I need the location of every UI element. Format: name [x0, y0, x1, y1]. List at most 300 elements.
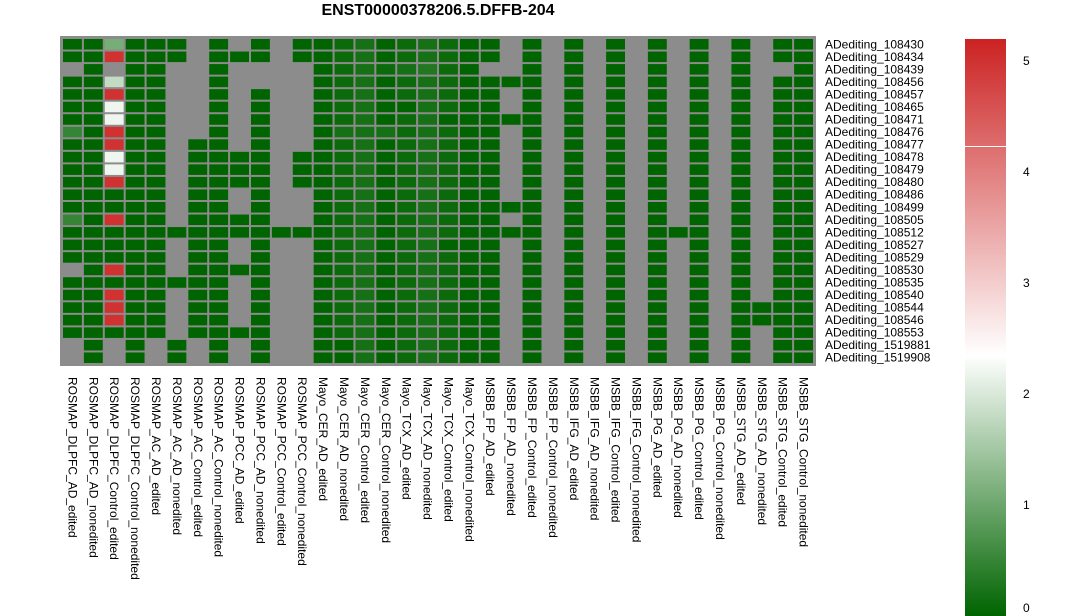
heatmap-cell [523, 315, 542, 326]
heatmap-cell [711, 227, 730, 238]
heatmap-cell [481, 240, 500, 251]
heatmap-cell [376, 277, 395, 288]
heatmap-cell [543, 127, 562, 138]
heatmap-cell [355, 252, 374, 263]
heatmap-cell [147, 39, 166, 50]
heatmap-cell [293, 189, 312, 200]
heatmap-cell [439, 277, 458, 288]
heatmap-cell [648, 302, 667, 313]
heatmap-cell [606, 139, 625, 150]
heatmap-cell [63, 77, 82, 88]
heatmap-cell [773, 315, 792, 326]
heatmap-cell [251, 327, 270, 338]
heatmap-cell [627, 315, 646, 326]
heatmap-cell [564, 240, 583, 251]
heatmap-cell [376, 227, 395, 238]
heatmap-cell [627, 277, 646, 288]
heatmap-cell [606, 177, 625, 188]
heatmap-cell [585, 114, 604, 125]
heatmap-cell [606, 265, 625, 276]
column-labels [65, 377, 810, 580]
heatmap-cell [167, 114, 186, 125]
heatmap-cell [63, 177, 82, 188]
heatmap-cell [272, 39, 291, 50]
heatmap-cell [63, 39, 82, 50]
heatmap-cell [773, 189, 792, 200]
heatmap-cell [251, 52, 270, 63]
heatmap-cell [230, 290, 249, 301]
heatmap-cell [105, 302, 124, 313]
heatmap-cell [335, 52, 354, 63]
heatmap-cell [752, 277, 771, 288]
heatmap-cell [690, 64, 709, 75]
heatmap-cell [585, 227, 604, 238]
heatmap-cell [439, 315, 458, 326]
heatmap-cell [209, 277, 228, 288]
heatmap-cell [355, 89, 374, 100]
heatmap-cell [773, 64, 792, 75]
heatmap-cell [794, 177, 813, 188]
colorbar-tick-label: 0 [1023, 601, 1030, 615]
heatmap-cell [335, 164, 354, 175]
column-label: ROSMAP_PCC_Control_edited [274, 377, 289, 546]
heatmap-cell [731, 227, 750, 238]
heatmap-cell [439, 302, 458, 313]
row-label: ADediting_108527 [825, 237, 924, 252]
heatmap-cell [355, 352, 374, 363]
heatmap-cell [188, 302, 207, 313]
heatmap-cell [523, 277, 542, 288]
heatmap-cell [188, 277, 207, 288]
heatmap-cell [355, 215, 374, 226]
heatmap-cell [564, 327, 583, 338]
heatmap-cell [147, 52, 166, 63]
heatmap-cell [794, 327, 813, 338]
heatmap-cell [439, 265, 458, 276]
heatmap-cell [669, 164, 688, 175]
row-label: ADediting_108465 [825, 99, 924, 114]
column-label: Mayo_CER_Control_edited [357, 377, 372, 524]
heatmap-cell [773, 89, 792, 100]
heatmap-cell [355, 227, 374, 238]
column-label: ROSMAP_PCC_AD_edited [232, 377, 247, 524]
heatmap-cell [543, 302, 562, 313]
heatmap-cell [84, 152, 103, 163]
heatmap-cell [731, 164, 750, 175]
heatmap-cell [209, 89, 228, 100]
heatmap-cell [711, 39, 730, 50]
heatmap-cell [794, 215, 813, 226]
column-label: ROSMAP_PCC_AD_nonedited [253, 377, 268, 544]
heatmap-cell [167, 252, 186, 263]
heatmap-cell [63, 114, 82, 125]
column-label: MSBB_IFG_AD_edited [566, 377, 581, 501]
heatmap-cell [690, 340, 709, 351]
heatmap-cell [147, 290, 166, 301]
heatmap-cell [690, 139, 709, 150]
heatmap-cell [230, 52, 249, 63]
heatmap-cell [376, 177, 395, 188]
heatmap-cell [314, 64, 333, 75]
heatmap-cell [188, 177, 207, 188]
heatmap-cell [251, 64, 270, 75]
heatmap-cell [543, 277, 562, 288]
heatmap-cell [230, 127, 249, 138]
heatmap-cell [752, 52, 771, 63]
heatmap-cell [627, 240, 646, 251]
heatmap-cell [397, 127, 416, 138]
heatmap-cell [669, 39, 688, 50]
heatmap-cell [126, 139, 145, 150]
heatmap-cell [188, 152, 207, 163]
heatmap-cell [690, 39, 709, 50]
heatmap-cell [314, 127, 333, 138]
heatmap-cell [167, 340, 186, 351]
heatmap-cell [543, 77, 562, 88]
heatmap-cell [167, 277, 186, 288]
column-label: MSBB_STG_Control_edited [775, 377, 790, 528]
heatmap-cell [63, 240, 82, 251]
heatmap-cell [439, 202, 458, 213]
heatmap-cell [335, 340, 354, 351]
heatmap-cell [293, 127, 312, 138]
heatmap-cell [335, 139, 354, 150]
heatmap-cell [105, 327, 124, 338]
heatmap-cell [543, 227, 562, 238]
heatmap-cell [188, 89, 207, 100]
row-label: ADediting_108439 [825, 62, 924, 77]
heatmap-cell [711, 114, 730, 125]
heatmap-cell [564, 302, 583, 313]
heatmap-cell [209, 327, 228, 338]
heatmap-cell [794, 265, 813, 276]
heatmap-cell [293, 152, 312, 163]
heatmap-cell [272, 240, 291, 251]
heatmap-cell [188, 340, 207, 351]
heatmap-cell [230, 315, 249, 326]
heatmap-cell [355, 277, 374, 288]
heatmap-cell [63, 202, 82, 213]
column-label: MSBB_PG_Control_edited [692, 377, 707, 520]
chart-title: ENST00000378206.5.DFFB-204 [321, 2, 555, 19]
heatmap-cell [418, 340, 437, 351]
heatmap-cell [502, 215, 521, 226]
heatmap-cell [335, 39, 354, 50]
heatmap-cell [564, 127, 583, 138]
heatmap-cell [126, 177, 145, 188]
heatmap-cell [523, 77, 542, 88]
heatmap-cell [397, 302, 416, 313]
heatmap-cell [230, 277, 249, 288]
heatmap-cell [84, 215, 103, 226]
heatmap-cell [105, 152, 124, 163]
heatmap-cell [105, 139, 124, 150]
heatmap-cell [502, 77, 521, 88]
heatmap-cell [147, 215, 166, 226]
column-label: ROSMAP_DLPFC_Control_edited [107, 377, 122, 560]
heatmap-cell [523, 340, 542, 351]
heatmap-cell [126, 89, 145, 100]
heatmap-cell [397, 202, 416, 213]
heatmap-cell [167, 315, 186, 326]
heatmap-cell [418, 77, 437, 88]
heatmap-cell [711, 277, 730, 288]
heatmap-cell [648, 114, 667, 125]
heatmap-cell [293, 77, 312, 88]
heatmap-cell [627, 89, 646, 100]
heatmap-cell [355, 52, 374, 63]
heatmap-cell [794, 127, 813, 138]
heatmap-cell [355, 290, 374, 301]
row-label: ADediting_108476 [825, 125, 924, 140]
heatmap-cell [711, 302, 730, 313]
heatmap-cell [481, 127, 500, 138]
heatmap-cell [126, 102, 145, 113]
heatmap-cell [188, 202, 207, 213]
heatmap-cell [585, 139, 604, 150]
heatmap-cell [105, 102, 124, 113]
row-label: ADediting_108540 [825, 288, 924, 303]
heatmap-cell [752, 102, 771, 113]
heatmap-cell [543, 114, 562, 125]
heatmap-cell [314, 77, 333, 88]
heatmap-cell [418, 152, 437, 163]
heatmap-cell [752, 265, 771, 276]
heatmap-cell [376, 52, 395, 63]
heatmap-cell [293, 340, 312, 351]
heatmap-cell [126, 189, 145, 200]
heatmap-cell [209, 102, 228, 113]
heatmap-cell [481, 77, 500, 88]
heatmap-cell [731, 327, 750, 338]
heatmap-cell [648, 39, 667, 50]
row-label: ADediting_108544 [825, 300, 924, 315]
heatmap-cell [335, 315, 354, 326]
heatmap-cell [523, 327, 542, 338]
heatmap-cell [147, 340, 166, 351]
heatmap-cell [209, 139, 228, 150]
heatmap-cell [439, 102, 458, 113]
heatmap-cell [335, 227, 354, 238]
heatmap-cell [355, 114, 374, 125]
heatmap-cell [209, 127, 228, 138]
heatmap-cell [731, 177, 750, 188]
heatmap-cell [606, 352, 625, 363]
column-label: ROSMAP_DLPFC_Control_nonedited [128, 377, 143, 580]
heatmap-cell [272, 152, 291, 163]
heatmap-cell [460, 64, 479, 75]
heatmap-cell [230, 189, 249, 200]
heatmap-cell [439, 352, 458, 363]
heatmap-cell [669, 302, 688, 313]
heatmap-cell [543, 202, 562, 213]
heatmap-cell [648, 64, 667, 75]
heatmap-cell [711, 265, 730, 276]
heatmap-cell [147, 277, 166, 288]
heatmap-cell [711, 352, 730, 363]
heatmap-cell [773, 302, 792, 313]
heatmap-cell [585, 202, 604, 213]
heatmap-cell [523, 302, 542, 313]
heatmap-cell [167, 39, 186, 50]
heatmap-cell [543, 252, 562, 263]
heatmap-cell [147, 164, 166, 175]
heatmap-cell [564, 227, 583, 238]
heatmap-cell [84, 39, 103, 50]
heatmap-cell [272, 277, 291, 288]
colorbar-tick-label: 2 [1023, 387, 1030, 402]
column-label: Mayo_CER_AD_edited [316, 377, 331, 502]
heatmap-cell [63, 302, 82, 313]
heatmap-cell [251, 215, 270, 226]
heatmap-cell [669, 152, 688, 163]
heatmap-cell [606, 64, 625, 75]
heatmap-cell [418, 64, 437, 75]
heatmap-cell [752, 139, 771, 150]
heatmap-cell [355, 164, 374, 175]
heatmap-cell [669, 315, 688, 326]
heatmap-cell [251, 152, 270, 163]
heatmap-cell [314, 352, 333, 363]
column-label: MSBB_FP_Control_edited [525, 377, 539, 518]
heatmap-cell [167, 215, 186, 226]
column-label: MSBB_FP_AD_nonedited [504, 377, 519, 516]
heatmap-cell [711, 164, 730, 175]
heatmap-cell [606, 290, 625, 301]
heatmap-cell [272, 177, 291, 188]
heatmap-cell [648, 265, 667, 276]
heatmap-cell [523, 127, 542, 138]
heatmap-cell [502, 189, 521, 200]
heatmap-cell [355, 139, 374, 150]
heatmap-cell [272, 215, 291, 226]
heatmap-cell [188, 227, 207, 238]
heatmap-cell [794, 102, 813, 113]
heatmap-cell [230, 114, 249, 125]
heatmap-cell [794, 227, 813, 238]
heatmap-cell [84, 290, 103, 301]
row-label: ADediting_108505 [825, 212, 924, 227]
heatmap-cell [731, 302, 750, 313]
heatmap-cell [188, 77, 207, 88]
row-label: ADediting_108529 [825, 250, 924, 265]
heatmap-cell [543, 290, 562, 301]
heatmap-cell [481, 277, 500, 288]
column-label: MSBB_PG_AD_edited [650, 377, 665, 498]
heatmap-cell [230, 215, 249, 226]
heatmap-cell [63, 340, 82, 351]
heatmap-cell [690, 252, 709, 263]
heatmap-cell [711, 290, 730, 301]
heatmap-cell [606, 227, 625, 238]
heatmap-cell [293, 227, 312, 238]
heatmap-cell [397, 327, 416, 338]
row-label: ADediting_108546 [825, 313, 924, 328]
heatmap-cell [648, 277, 667, 288]
heatmap-cell [627, 177, 646, 188]
heatmap-cell [773, 164, 792, 175]
heatmap-cell [147, 265, 166, 276]
heatmap-cell [731, 315, 750, 326]
column-label: Mayo_TCX_AD_nonedited [420, 377, 435, 520]
heatmap-cell [669, 102, 688, 113]
heatmap-cell [293, 290, 312, 301]
heatmap-cell [731, 352, 750, 363]
heatmap-cell [293, 177, 312, 188]
heatmap-cell [397, 252, 416, 263]
heatmap-cell [543, 327, 562, 338]
heatmap-cell [669, 240, 688, 251]
heatmap-cell [314, 315, 333, 326]
heatmap-cell [731, 340, 750, 351]
heatmap-cell [773, 327, 792, 338]
heatmap-cell [251, 39, 270, 50]
heatmap-cell [564, 114, 583, 125]
heatmap-cell [188, 102, 207, 113]
heatmap-cell [752, 202, 771, 213]
heatmap-cell [251, 302, 270, 313]
heatmap-cell [272, 302, 291, 313]
column-label: MSBB_IFG_AD_nonedited [587, 377, 602, 521]
heatmap-cell [543, 240, 562, 251]
heatmap-cell [648, 189, 667, 200]
heatmap-cell [272, 265, 291, 276]
heatmap-cell [752, 302, 771, 313]
heatmap-cell [335, 240, 354, 251]
heatmap-cell [481, 102, 500, 113]
heatmap-cell [209, 77, 228, 88]
heatmap-cell [84, 277, 103, 288]
row-label: ADediting_108499 [825, 200, 924, 215]
heatmap-cell [606, 302, 625, 313]
heatmap-cell [397, 340, 416, 351]
heatmap-cell [314, 89, 333, 100]
heatmap-cell [606, 252, 625, 263]
heatmap-cell [773, 215, 792, 226]
heatmap-cell [564, 189, 583, 200]
heatmap-cell [752, 89, 771, 100]
heatmap-cell [167, 52, 186, 63]
heatmap-cell [669, 340, 688, 351]
heatmap-cell [731, 152, 750, 163]
heatmap-cell [63, 89, 82, 100]
heatmap-cell [105, 177, 124, 188]
heatmap-cell [418, 139, 437, 150]
heatmap-cell [314, 52, 333, 63]
heatmap-cell [63, 352, 82, 363]
heatmap-cell [439, 89, 458, 100]
heatmap-cell [731, 189, 750, 200]
heatmap-cell [84, 189, 103, 200]
heatmap-cell [314, 189, 333, 200]
heatmap-cell [126, 164, 145, 175]
heatmap-cell [502, 265, 521, 276]
heatmap-cell [251, 315, 270, 326]
heatmap-cell [690, 189, 709, 200]
heatmap-cell [481, 64, 500, 75]
heatmap-cell [355, 77, 374, 88]
heatmap-cell [752, 189, 771, 200]
heatmap-cell [585, 102, 604, 113]
heatmap-cell [418, 252, 437, 263]
heatmap-cell [209, 152, 228, 163]
heatmap-cell [335, 152, 354, 163]
heatmap-cell [376, 89, 395, 100]
heatmap-cell [209, 290, 228, 301]
heatmap-cell [63, 64, 82, 75]
heatmap-cell [606, 240, 625, 251]
heatmap-cell [147, 64, 166, 75]
